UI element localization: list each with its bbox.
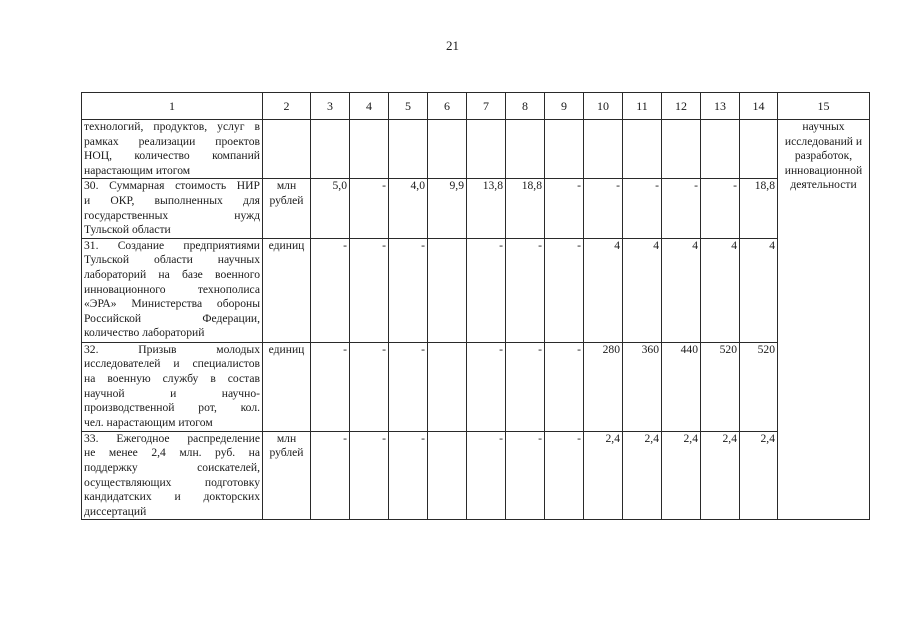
column-header-12: 12 xyxy=(662,93,701,120)
description-line: чел. нарастающим итогом xyxy=(84,415,213,429)
unit-cell: единиц xyxy=(263,238,311,342)
column-header-13: 13 xyxy=(701,93,740,120)
value-cell: - xyxy=(389,342,428,431)
column-15-line: деятельности xyxy=(790,178,857,192)
column-15-line: исследований и xyxy=(784,134,863,148)
description-line: производственной рот, кол. xyxy=(84,401,260,415)
value-cell: 520 xyxy=(740,342,778,431)
indicator-table xyxy=(81,92,870,520)
unit-cell xyxy=(263,120,311,179)
description-line: не менее 2,4 млн. руб. на xyxy=(84,446,260,460)
value-cell xyxy=(389,120,428,179)
description-line: количество лабораторий xyxy=(84,326,205,340)
value-cell: - xyxy=(350,431,389,520)
value-cell: - xyxy=(584,179,623,238)
value-cell: - xyxy=(311,238,350,342)
value-cell: 2,4 xyxy=(584,431,623,520)
value-cell: - xyxy=(350,179,389,238)
description-line: 33. Ежегодное распределение xyxy=(84,431,260,445)
value-cell: 2,4 xyxy=(623,431,662,520)
value-cell: 4 xyxy=(662,238,701,342)
value-cell: 360 xyxy=(623,342,662,431)
description-line: на военную службу в состав xyxy=(84,371,260,385)
indicator-description xyxy=(82,120,263,179)
value-cell: - xyxy=(701,179,740,238)
value-cell xyxy=(701,120,740,179)
value-cell: - xyxy=(506,431,545,520)
value-cell: - xyxy=(506,238,545,342)
unit-cell: единиц xyxy=(263,342,311,431)
value-cell: - xyxy=(545,238,584,342)
description-line: и ОКР, выполненных для xyxy=(84,193,260,207)
table-row xyxy=(82,342,870,431)
column-header-5: 5 xyxy=(389,93,428,120)
column-header-15: 15 xyxy=(778,93,870,120)
description-line: кандидатских и докторских xyxy=(84,490,260,504)
column-header-3: 3 xyxy=(311,93,350,120)
unit-cell: млн рублей xyxy=(263,179,311,238)
value-cell: 4 xyxy=(740,238,778,342)
value-cell xyxy=(545,120,584,179)
value-cell: 4 xyxy=(584,238,623,342)
column-header-10: 10 xyxy=(584,93,623,120)
description-line: инновационного технополиса xyxy=(84,282,260,296)
description-line: лабораторий на базе военного xyxy=(84,267,260,281)
description-line: НОЦ, количество компаний xyxy=(84,149,260,163)
value-cell xyxy=(584,120,623,179)
description-line: нарастающим итогом xyxy=(84,163,191,177)
description-line: государственных нужд xyxy=(84,208,260,222)
description-line: 30. Суммарная стоимость НИР xyxy=(84,179,260,193)
value-cell: - xyxy=(467,431,506,520)
value-cell xyxy=(740,120,778,179)
value-cell: - xyxy=(389,238,428,342)
value-cell: 4 xyxy=(701,238,740,342)
value-cell: - xyxy=(311,342,350,431)
indicator-description xyxy=(82,238,263,342)
description-line: рамках реализации проектов xyxy=(84,134,260,148)
description-line: 32. Призыв молодых xyxy=(84,342,260,356)
value-cell: 520 xyxy=(701,342,740,431)
column-header-1: 1 xyxy=(82,93,263,120)
value-cell xyxy=(662,120,701,179)
value-cell: - xyxy=(350,238,389,342)
description-line: 31. Создание предприятиями xyxy=(84,238,260,252)
value-cell xyxy=(350,120,389,179)
value-cell: 4,0 xyxy=(389,179,428,238)
column-header-6: 6 xyxy=(428,93,467,120)
table-row xyxy=(82,431,870,520)
description-line: Тульской области научных xyxy=(84,253,260,267)
value-cell: 2,4 xyxy=(662,431,701,520)
description-line: исследователей и специалистов xyxy=(84,357,260,371)
column-15-cell xyxy=(778,120,870,520)
column-15-line: научных xyxy=(802,120,845,133)
value-cell xyxy=(428,238,467,342)
value-cell: - xyxy=(467,342,506,431)
column-header-14: 14 xyxy=(740,93,778,120)
column-header-2: 2 xyxy=(263,93,311,120)
column-header-7: 7 xyxy=(467,93,506,120)
table-row xyxy=(82,238,870,342)
description-line: осуществляющих подготовку xyxy=(84,475,260,489)
value-cell: - xyxy=(545,342,584,431)
value-cell: - xyxy=(311,431,350,520)
value-cell: 13,8 xyxy=(467,179,506,238)
value-cell: - xyxy=(662,179,701,238)
column-header-11: 11 xyxy=(623,93,662,120)
value-cell: 4 xyxy=(623,238,662,342)
page-number: 21 xyxy=(446,38,459,53)
value-cell: 2,4 xyxy=(701,431,740,520)
indicator-description xyxy=(82,179,263,238)
value-cell: - xyxy=(623,179,662,238)
value-cell: 280 xyxy=(584,342,623,431)
value-cell: 2,4 xyxy=(740,431,778,520)
value-cell: 9,9 xyxy=(428,179,467,238)
description-line: «ЭРА» Министерства обороны xyxy=(84,297,260,311)
indicator-description xyxy=(82,342,263,431)
value-cell xyxy=(467,120,506,179)
column-header-8: 8 xyxy=(506,93,545,120)
description-line: научной и научно- xyxy=(84,386,260,400)
value-cell: 18,8 xyxy=(506,179,545,238)
value-cell xyxy=(506,120,545,179)
value-cell xyxy=(428,120,467,179)
value-cell: - xyxy=(350,342,389,431)
value-cell xyxy=(311,120,350,179)
column-header-9: 9 xyxy=(545,93,584,120)
unit-cell: млн рублей xyxy=(263,431,311,520)
value-cell: 18,8 xyxy=(740,179,778,238)
value-cell xyxy=(623,120,662,179)
value-cell: - xyxy=(545,179,584,238)
indicator-description xyxy=(82,431,263,520)
column-header-4: 4 xyxy=(350,93,389,120)
header-row xyxy=(82,93,870,120)
value-cell: 440 xyxy=(662,342,701,431)
table-row xyxy=(82,179,870,238)
value-cell: - xyxy=(389,431,428,520)
value-cell: - xyxy=(506,342,545,431)
table-row xyxy=(82,120,870,179)
description-line: Тульской области xyxy=(84,223,171,237)
value-cell: - xyxy=(467,238,506,342)
value-cell: - xyxy=(545,431,584,520)
column-15-line: разработок, xyxy=(794,149,853,163)
value-cell: 5,0 xyxy=(311,179,350,238)
description-line: диссертаций xyxy=(84,504,147,518)
value-cell xyxy=(428,431,467,520)
value-cell xyxy=(428,342,467,431)
description-line: Российской Федерации, xyxy=(84,311,260,325)
column-15-line: инновационной xyxy=(784,163,863,177)
table-body xyxy=(82,93,870,520)
description-line: поддержку соискателей, xyxy=(84,460,260,474)
description-line: технологий, продуктов, услуг в xyxy=(84,120,260,133)
